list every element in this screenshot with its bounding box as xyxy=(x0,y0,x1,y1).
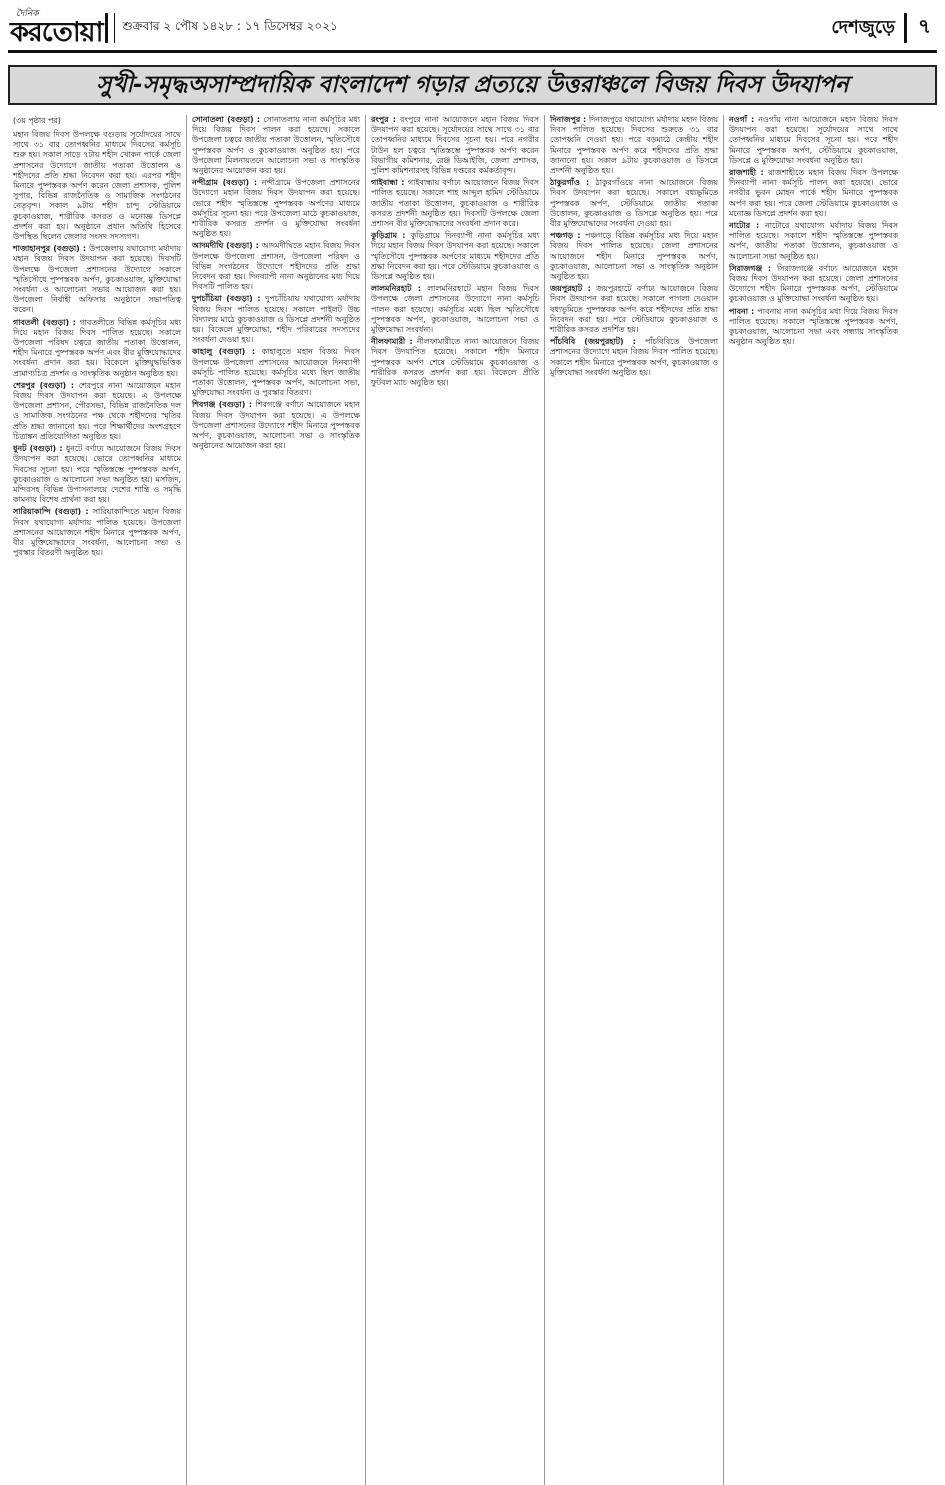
dateline-lead: নন্দীগ্রাম (বগুড়া) : xyxy=(192,178,262,188)
paragraph-text: সারিয়াকান্দিতে মহান বিজয় দিবস যথাযোগ্য মর্যাদায় পালিত হয়েছে। উপজেলা প্রশাসনের আয়োজনে শহীদ মিনারে পুষ্পস্তবক অর্পণ, বীর মুক্তিযোদ্ধাদের সংবর্ধনা, আলোচনা সভা ও পুরস্কার বিতরণী অনুষ্ঠিত হয়। xyxy=(13,507,181,558)
dateline-lead: দুপচাঁচিয়া (বগুড়া) : xyxy=(192,294,266,304)
dateline-lead: পাঁচবিবি (জয়পুরহাট) : xyxy=(550,337,645,347)
article-column xyxy=(724,115,903,1485)
masthead-divider xyxy=(105,13,108,43)
dateline-lead: নওগাঁ : xyxy=(729,115,759,124)
newspaper-logo xyxy=(10,10,102,47)
dateline-lead: লালমনিরহাট : xyxy=(371,284,428,294)
dateline-lead: গাবতলী (বগুড়া) : xyxy=(13,317,80,327)
news-paragraph xyxy=(13,244,181,315)
dateline-lead: কুড়িগ্রাম : xyxy=(371,231,411,241)
news-paragraph xyxy=(729,307,898,348)
news-paragraph xyxy=(729,115,898,166)
news-paragraph xyxy=(192,347,360,398)
paragraph-text: মহান বিজয় দিবস উপলক্ষে বগুড়ায় সূর্যোদয়ের সাথে সাথে ৩১ বার তোপধ্বনির মাধ্যমে দিবসের কর্মসূচি শুরু হয়। সকাল সাড়ে ৭টায় শহীদ খোকন পার্কে জেলা প্রশাসনের উদ্যোগে জাতীয় পতাকা উত্তোলন ও শহীদদের প্রতি শ্রদ্ধা নিবেদন করা হয়। এরপর শহীদ মিনারে পুষ্পস্তবক অর্পণ করেন জেলা প্রশাসক, পুলিশ সুপার, বিভিন্ন রাজনৈতিক ও সামাজিক সংগঠনের নেতৃবৃন্দ। সকাল ৯টায় শহীদ চান্দু স্টেডিয়ামে কুচকাওয়াজ, শারীরিক কসরত ও মনোজ্ঞ ডিসপ্লে প্রদর্শন করা হয়। অনুষ্ঠানে প্রধান অতিথি হিসেবে উপস্থিত ছিলেন জেলার সংসদ সদস্যগণ। xyxy=(13,130,181,242)
paragraph-text: নন্দীগ্রামে উপজেলা প্রশাসনের উদ্যোগে মহান বিজয় দিবস উদযাপন করা হয়েছে। ভোরে শহীদ স্মৃতিস্তম্ভে পুষ্পস্তবক অর্পণের মাধ্যমে কর্মসূচির সূচনা হয়। পরে উপজেলা মাঠে কুচকাওয়াজ, শারীরিক কসরত প্রদর্শন ও মুক্তিযোদ্ধা সংবর্ধনা অনুষ্ঠিত হয়। xyxy=(192,178,360,239)
dateline-lead: রাজশাহী : xyxy=(729,168,769,178)
article-column xyxy=(8,115,187,1485)
paragraph-text: পাঁচবিবিতে উপজেলা প্রশাসনের উদ্যোগে মহান বিজয় দিবস পালিত হয়েছে। সকালে শহীদ মিনারে পুষ্পস্তবক অর্পণ, কুচকাওয়াজ ও মুক্তিযোদ্ধা সংবর্ধনা অনুষ্ঠিত হয়। xyxy=(550,337,719,377)
news-paragraph xyxy=(550,115,718,176)
dateline-lead: রংপুর : xyxy=(371,115,401,124)
news-paragraph xyxy=(371,231,539,282)
paragraph-text: গাবতলীতে বিভিন্ন কর্মসূচির মধ্য দিয়ে মহান বিজয় দিবস পালিত হয়েছে। সকালে উপজেলা পরিষদ চত্বরে জাতীয় পতাকা উত্তোলন, শহীদ মিনারে পুষ্পস্তবক অর্পণ এবং বীর মুক্তিযোদ্ধাদের সংবর্ধনা প্রদান করা হয়। বিকেলে মুক্তিযুদ্ধভিত্তিক প্রামাণ্যচিত্র প্রদর্শন ও সাংস্কৃতিক অনুষ্ঠান অনুষ্ঠিত হয়। xyxy=(13,317,181,378)
dateline-lead: সিরাজগঞ্জ : xyxy=(729,263,777,273)
dateline-lead: শিবগঞ্জ (বগুড়া) : xyxy=(192,400,256,410)
paragraph-text: ঠাকুরগাঁওয়ে নানা আয়োজনে বিজয় দিবস উদযাপন করা হয়েছে। সকালে বধ্যভূমিতে পুষ্পস্তবক অর্পণ, স্টেডিয়ামে জাতীয় পতাকা উত্তোলন, কুচকাওয়াজ ও ডিসপ্লে অনুষ্ঠিত হয়। পরে বীর মুক্তিযোদ্ধাদের সংবর্ধনা দেওয়া হয়। xyxy=(550,178,718,229)
dateline-lead: নাটোর : xyxy=(729,221,766,231)
news-paragraph xyxy=(192,115,360,176)
dateline-lead: শেরপুর (বগুড়া) : xyxy=(13,380,79,390)
logo-title: করতোয়া xyxy=(10,16,103,48)
news-paragraph xyxy=(550,284,718,335)
continued-note: (৩য় পৃষ্ঠার পর) xyxy=(13,116,61,125)
news-paragraph xyxy=(192,178,360,239)
section-title: দেশজুড়ে xyxy=(831,16,895,38)
article-column xyxy=(545,115,724,1485)
paragraph-text: নীলফামারীতে নানা আয়োজনে বিজয় দিবস উদযাপিত হয়েছে। সকালে শহীদ মিনারে পুষ্পস্তবক অর্পণ শেষে স্টেডিয়ামে কুচকাওয়াজ ও শারীরিক কসরত প্রদর্শন করা হয়। বিকেলে প্রীতি ফুটবল ম্যাচ অনুষ্ঠিত হয়। xyxy=(371,337,539,388)
masthead-divider-right xyxy=(904,13,907,43)
headline-banner xyxy=(8,65,937,105)
news-paragraph xyxy=(13,507,181,558)
paragraph-text: উপজেলায় যথাযোগ্য মর্যাদায় মহান বিজয় দিবস উদযাপন করা হয়েছে। দিবসটি উপলক্ষে উপজেলা প্রশাসনের উদ্যোগে সকালে স্মৃতিসৌধে পুষ্পস্তবক অর্পণ, কুচকাওয়াজ, মুক্তিযোদ্ধা সংবর্ধনা ও আলোচনা সভার আয়োজন করা হয়। উপজেলা নির্বাহী অফিসার অনুষ্ঠানে সভাপতিত্ব করেন। xyxy=(13,244,181,315)
paragraph-text: নওগাঁয় নানা আয়োজনে মহান বিজয় দিবস উদযাপন করা হয়েছে। সূর্যোদয়ের সাথে সাথে তোপধ্বনির মাধ্যমে দিবসের সূচনা হয়। পরে শহীদ মিনারে পুষ্পস্তবক অর্পণ, স্টেডিয়ামে কুচকাওয়াজ, ডিসপ্লে ও মুক্তিযোদ্ধা সংবর্ধনা অনুষ্ঠিত হয়। xyxy=(729,115,898,165)
paragraph-text: কাহালুতে মহান বিজয় দিবস উপলক্ষে উপজেলা প্রশাসনের আয়োজনে দিনব্যাপী কর্মসূচি পালিত হয়েছে। কর্মসূচির মধ্যে ছিল জাতীয় পতাকা উত্তোলন, পুষ্পস্তবক অর্পণ, আলোচনা সভা, মুক্তিযোদ্ধা সংবর্ধনা ও পুরস্কার বিতরণ। xyxy=(192,347,360,398)
news-paragraph xyxy=(550,178,718,229)
paragraph-text: শেরপুরে নানা আয়োজনে মহান বিজয় দিবস উদযাপন করা হয়েছে। এ উপলক্ষে উপজেলা প্রশাসন, পৌরসভা, বিভিন্ন রাজনৈতিক দল ও সামাজিক সংগঠনের পক্ষ থেকে শহীদদের স্মৃতির প্রতি শ্রদ্ধা জানানো হয়। পরে শিক্ষার্থীদের অংশগ্রহণে চিত্রাঙ্কন প্রতিযোগিতা অনুষ্ঠিত হয়। xyxy=(13,380,182,441)
logo-small-text: দৈনিক xyxy=(16,8,39,19)
paragraph-text: গাইবান্ধায় বর্ণাঢ্য আয়োজনে বিজয় দিবস পালিত হয়েছে। সকালে শাহ আব্দুল হামিদ স্টেডিয়ামে জাতীয় পতাকা উত্তোলন, কুচকাওয়াজ ও শারীরিক কসরত প্রদর্শনী অনুষ্ঠিত হয়। দিবসটি উপলক্ষে জেলা প্রশাসন বীর মুক্তিযোদ্ধাদের সংবর্ধনা প্রদান করে। xyxy=(371,178,539,229)
paragraph-text: কুড়িগ্রামে দিনব্যাপী নানা কর্মসূচির মধ্য দিয়ে মহান বিজয় দিবস উদযাপন করা হয়েছে। সকালে স্মৃতিসৌধে পুষ্পস্তবক অর্পণের মাধ্যমে শহীদদের প্রতি শ্রদ্ধা নিবেদন করা হয়। পরে স্টেডিয়ামে কুচকাওয়াজ ও ডিসপ্লে অনুষ্ঠিত হয়। xyxy=(371,231,539,282)
paragraph-text: জয়পুরহাটে বর্ণাঢ্য আয়োজনে বিজয় দিবস উদযাপন করা হয়েছে। সকালে পাগলা দেওয়ান বধ্যভূমিতে পুষ্পস্তবক অর্পণ করে শহীদদের প্রতি শ্রদ্ধা নিবেদন করা হয়। পরে স্টেডিয়ামে কুচকাওয়াজ ও শারীরিক কসরত প্রদর্শিত হয়। xyxy=(550,284,718,335)
paragraph-text: রাজশাহীতে মহান বিজয় দিবস উপলক্ষে দিনব্যাপী নানা কর্মসূচি পালন করা হয়েছে। ভোরে নগরীর ভুবন মোহন পার্কে শহীদ মিনারে পুষ্পস্তবক অর্পণ করা হয়। পরে জেলা স্টেডিয়ামে কুচকাওয়াজ ও মনোজ্ঞ ডিসপ্লে প্রদর্শন করা হয়। xyxy=(729,168,898,218)
dateline-lead: জয়পুরহাট : xyxy=(550,284,597,294)
article-column xyxy=(187,115,366,1485)
dateline-lead: কাহালু (বগুড়া) : xyxy=(192,347,262,357)
article-column xyxy=(366,115,545,1485)
news-paragraph xyxy=(729,264,898,305)
news-paragraph xyxy=(729,221,898,262)
dateline-lead: আদমদীঘি (বগুড়া) : xyxy=(192,241,262,251)
dateline-lead: শাজাহানপুর (বগুড়া) : xyxy=(13,244,90,254)
news-paragraph xyxy=(371,115,539,176)
news-paragraph xyxy=(13,444,181,505)
headline: সুখী-সমৃদ্ধঅসাম্প্রদায়িক বাংলাদেশ গড়ার প্রত্যয়ে উত্তরাঞ্চলে বিজয় দিবস উদযাপন xyxy=(96,71,849,98)
dateline: শুক্রবার ২ পৌষ ১৪২৮ : ১৭ ডিসেম্বর ২০২১ xyxy=(122,19,338,33)
news-paragraph xyxy=(13,318,181,379)
paragraph-text: আদমদীঘিতে মহান বিজয় দিবস উপলক্ষে উপজেলা প্রশাসন, উপজেলা পরিষদ ও বিভিন্ন সংগঠনের উদ্যোগে শহীদদের প্রতি শ্রদ্ধা নিবেদন করা হয়। দিনব্যাপী নানা অনুষ্ঠানের মধ্য দিয়ে দিবসটি পালিত হয়। xyxy=(192,241,360,292)
dateline-lead: ধুনট (বগুড়া) : xyxy=(13,444,66,454)
paragraph-text: সিরাজগঞ্জে বর্ণাঢ্য আয়োজনে মহান বিজয় দিবস উদযাপন করা হয়েছে। জেলা প্রশাসনের উদ্যোগে শহীদ মিনারে পুষ্পস্তবক অর্পণ, স্টেডিয়ামে কুচকাওয়াজ ও মুক্তিযোদ্ধা সংবর্ধনা অনুষ্ঠিত হয়। xyxy=(729,263,898,304)
news-paragraph xyxy=(13,381,181,442)
paragraph-text: ধুনটে বর্ণাঢ্য আয়োজনে বিজয় দিবস উদযাপন করা হয়েছে। ভোরে তোপধ্বনির মাধ্যমে দিবসের সূচনা হয়। পরে স্মৃতিস্তম্ভে পুষ্পস্তবক অর্পণ, কুচকাওয়াজ ও আলোচনা সভা অনুষ্ঠিত হয়। মসজিদ, মন্দিরসহ বিভিন্ন উপাসনালয়ে দেশের শান্তি ও সমৃদ্ধি কামনায় বিশেষ প্রার্থনা করা হয়। xyxy=(13,444,181,505)
news-paragraph xyxy=(371,284,539,335)
dateline-lead: পাবনা : xyxy=(729,306,758,316)
paragraph-text: দিনাজপুরে যথাযোগ্য মর্যাদায় মহান বিজয় দিবস পালিত হয়েছে। দিবসের শুরুতে ৩১ বার তোপধ্বনি দেওয়া হয়। পরে বড়মাঠে কেন্দ্রীয় শহীদ মিনারে পুষ্পস্তবক অর্পণ করে শহীদদের প্রতি শ্রদ্ধা জানানো হয়। সকাল ৯টায় কুচকাওয়াজ ও ডিসপ্লে প্রদর্শনী অনুষ্ঠিত হয়। xyxy=(550,115,718,176)
masthead xyxy=(8,6,937,53)
paragraph-text: নাটোরে যথাযোগ্য মর্যাদায় বিজয় দিবস পালিত হয়েছে। সকালে শহীদ স্মৃতিস্তম্ভে পুষ্পস্তবক অর্পণ, জাতীয় পতাকা উত্তোলন, কুচকাওয়াজ ও আলোচনা সভা অনুষ্ঠিত হয়। xyxy=(729,221,898,261)
article-columns xyxy=(8,115,937,1485)
masthead-divider-thin xyxy=(114,13,115,43)
paragraph-text: পাবনায় নানা কর্মসূচির মধ্য দিয়ে বিজয় দিবস পালিত হয়েছে। সকালে স্মৃতিস্তম্ভে পুষ্পস্তবক অর্পণ, কুচকাওয়াজ, আলোচনা সভা এবং সন্ধ্যায় সাংস্কৃতিক অনুষ্ঠান অনুষ্ঠিত হয়। xyxy=(729,306,898,347)
paragraph-text: রংপুরে নানা আয়োজনে মহান বিজয় দিবস উদযাপন করা হয়েছে। সূর্যোদয়ের সাথে সাথে ৩১ বার তোপধ্বনির মাধ্যমে দিবসের সূচনা হয়। পরে নগরীর টাউন হল চত্বরে স্মৃতিস্তম্ভে পুষ্পস্তবক অর্পণ করেন বিভাগীয় কমিশনার, রেঞ্জ ডিআইজি, জেলা প্রশাসক, পুলিশ কমিশনারসহ বিভিন্ন দপ্তরের কর্মকর্তাবৃন্দ। xyxy=(371,115,539,176)
paragraph-text: পঞ্চগড়ে বিভিন্ন কর্মসূচির মধ্য দিয়ে মহান বিজয় দিবস পালিত হয়েছে। জেলা প্রশাসনের আয়োজনে শহীদ মিনারে পুষ্পস্তবক অর্পণ, কুচকাওয়াজ, আলোচনা সভা ও সাংস্কৃতিক অনুষ্ঠান অনুষ্ঠিত হয়। xyxy=(550,231,718,282)
dateline-lead: গাইবান্ধা : xyxy=(371,178,408,188)
news-paragraph xyxy=(192,241,360,292)
news-paragraph xyxy=(550,337,718,378)
news-paragraph xyxy=(729,168,898,219)
news-paragraph xyxy=(13,130,181,242)
paragraph-text: লালমনিরহাটে মহান বিজয় দিবস উপলক্ষে জেলা প্রশাসনের উদ্যোগে নানা কর্মসূচি পালন করা হয়েছে। কর্মসূচির মধ্যে ছিল স্মৃতিসৌধে পুষ্পস্তবক অর্পণ, কুচকাওয়াজ, আলোচনা সভা ও মুক্তিযোদ্ধা সংবর্ধনা। xyxy=(371,284,539,335)
dateline-lead: সোনাতলা (বগুড়া) : xyxy=(192,115,264,124)
news-paragraph xyxy=(192,294,360,345)
paragraph-text: সোনাতলায় নানা কর্মসূচির মধ্য দিয়ে বিজয় দিবস পালন করা হয়েছে। সকালে উপজেলা চত্বরে জাতীয় পতাকা উত্তোলন, স্মৃতিসৌধে পুষ্পস্তবক অর্পণ ও কুচকাওয়াজ অনুষ্ঠিত হয়। পরে উপজেলা মিলনায়তনে আলোচনা সভা ও সাংস্কৃতিক অনুষ্ঠানের আয়োজন করা হয়। xyxy=(192,115,360,176)
dateline-lead: পঞ্চগড় : xyxy=(550,231,585,241)
news-paragraph xyxy=(371,178,539,229)
page-number: ৭ xyxy=(917,13,931,38)
dateline-lead: নীলফামারী : xyxy=(371,337,417,347)
news-paragraph xyxy=(192,400,360,451)
paragraph-text: দুপচাঁচিয়ায় যথাযোগ্য মর্যাদায় বিজয় দিবস পালিত হয়েছে। সকালে পাইলট উচ্চ বিদ্যালয় মাঠে কুচকাওয়াজ ও ডিসপ্লে প্রদর্শনী অনুষ্ঠিত হয়। বিকেলে মুক্তিযোদ্ধা, শহীদ পরিবারের সদস্যদের সংবর্ধনা দেওয়া হয়। xyxy=(192,294,360,345)
paragraph-text: শিবগঞ্জে বর্ণাঢ্য আয়োজনে মহান বিজয় দিবস উদযাপন করা হয়েছে। এ উপলক্ষে উপজেলা প্রশাসনের উদ্যোগে শহীদ মিনারে পুষ্পস্তবক অর্পণ, কুচকাওয়াজ, আলোচনা সভা ও সাংস্কৃতিক অনুষ্ঠানের আয়োজন করা হয়। xyxy=(192,400,360,451)
dateline-lead: সারিয়াকান্দি (বগুড়া) : xyxy=(13,507,93,517)
dateline-lead: ঠাকুরগাঁও : xyxy=(550,178,596,188)
news-paragraph xyxy=(550,231,718,282)
news-paragraph xyxy=(371,337,539,388)
dateline-lead: দিনাজপুর : xyxy=(550,115,589,124)
